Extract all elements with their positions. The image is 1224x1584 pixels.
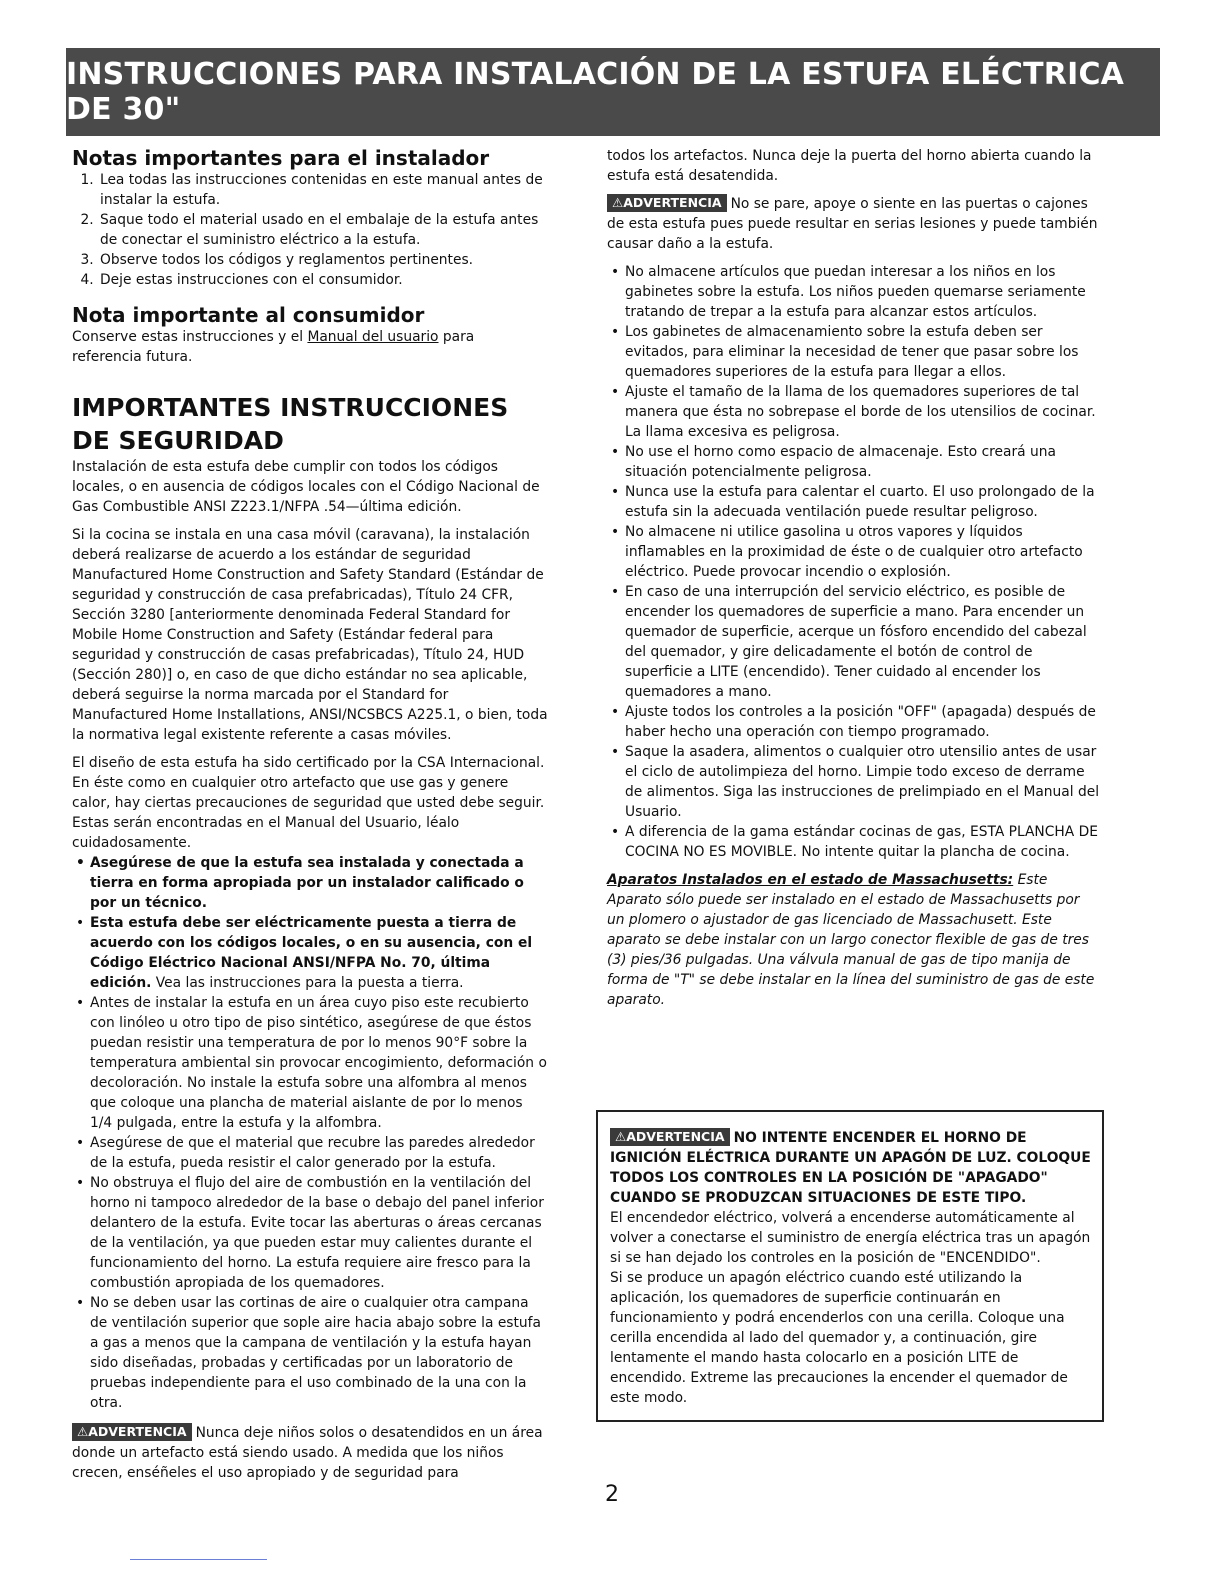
warning-badge: ⚠ADVERTENCIA: [72, 1423, 192, 1441]
list-item: • No obstruya el flujo del aire de combustión en la ventilación del horno ni tampoco alrededor de la base o debajo del panel inferior delantero de la estufa. Evite tocar las aberturas o áreas cercanas de la ventilación, ya que pueden estar muy calientes durante el funcionamiento del horno. La estufa requiere aire fresco para la combustión apropiada de los quemadores.: [72, 1173, 548, 1293]
warning-text: Nunca deje niños solos o desatendidos en un área donde un artefacto está siendo usado. A medida que los niños crecen, enséñeles el uso apropiado y de seguridad para: [72, 1425, 543, 1481]
list-item: • Antes de instalar la estufa en un área cuyo piso este recubierto con linóleo u otro tipo de piso sintético, asegúrese de que éstos puedan resistir una temperatura de por lo menos 90°F sobre la temperatura ambiental sin provocar encogimiento, deformación o decoloración. No instale la estufa sobre una alfombra al menos que coloque una plancha de material aislante de por lo menos 1/4 pulgada, entre la estufa y la alfombra.: [72, 993, 548, 1133]
warning-paragraph: [72, 1423, 548, 1483]
list-item: 2. Saque todo el material usado en el embalaje de la estufa antes de conectar el suministro eléctrico a la estufa.: [98, 210, 548, 250]
list-item: • Ajuste el tamaño de la llama de los quemadores superiores de tal manera que ésta no sobrepase el borde de los utensilios de cocinar. La llama excesiva es peligrosa.: [607, 382, 1101, 442]
precautions-list: [607, 262, 1101, 862]
list-item: • No almacene ni utilice gasolina u otros vapores y líquidos inflamables en la proximidad de éste o de cualquier otro artefacto eléctrico. Puede provocar incendio o explosión.: [607, 522, 1101, 582]
regular-text: Vea las instrucciones para la puesta a tierra.: [151, 975, 464, 991]
list-item: • No almacene artículos que puedan interesar a los niños en los gabinetes sobre la estufa. Los niños pueden quemarse seriamente tratando de trepar a la estufa para alcanzar estos artículos.: [607, 262, 1101, 322]
warning-paragraph: [607, 194, 1101, 254]
warning-badge: ⚠ADVERTENCIA: [610, 1128, 730, 1146]
list-item: 1. Lea todas las instrucciones contenidas en este manual antes de instalar la estufa.: [98, 170, 548, 210]
safety-list: [72, 853, 548, 1413]
list-item: • Ajuste todos los controles a la posición "OFF" (apagada) después de haber hecho una operación con tiempo programado.: [607, 702, 1101, 742]
list-item: • A diferencia de la gama estándar cocinas de gas, ESTA PLANCHA DE COCINA NO ES MOVIBLE. No intente quitar la plancha de cocina.: [607, 822, 1101, 862]
list-item: [72, 913, 548, 993]
box-title: [610, 1128, 1092, 1208]
list-item: • Saque la asadera, alimentos o cualquier otro utensilio antes de usar el ciclo de autolimpieza del horno. Limpie todo exceso de derrame de alimentos. Siga las instrucciones de prelimpiado en el Manual del Usuario.: [607, 742, 1101, 822]
safety-paragraph: El diseño de esta estufa ha sido certificado por la CSA Internacional. En éste como en cualquier otro artefacto que use gas y genere calor, hay ciertas precauciones de seguridad que usted debe seguir. Estas serán encontradas en el Manual del Usuario, léalo cuidadosamente.: [72, 755, 545, 851]
footer-rule: [130, 1559, 267, 1560]
list-item: • En caso de una interrupción del servicio eléctrico, es posible de encender los quemadores de superficie a mano. Para encender un quemador de superficie, acerque un fósforo encendido del cabezal del quemador, y gire delicadamente el botón de control de superficie a LITE (encendido). Tener cuidado al encender los quemadores a mano.: [607, 582, 1101, 702]
list-item: • No use el horno como espacio de almacenaje. Esto creará una situación potencialmente peligrosa.: [607, 442, 1101, 482]
installer-heading: Notas importantes para el instalador: [72, 146, 490, 170]
left-column: [72, 146, 548, 1483]
page-number: 2: [605, 1482, 619, 1507]
warning-badge: ⚠ADVERTENCIA: [607, 194, 727, 212]
massachusetts-text: Este Aparato sólo puede ser instalado en el estado de Massachusetts por un plomero o ajustador de gas licenciado de Massachusett. Este aparato se debe instalar con un largo conector flexible de gas de tres (3) pies/36 pulgadas. Una válvula manual de gas de tipo manija de forma de "T" se debe instalar en la línea del suministro de gas de este aparato.: [607, 872, 1095, 1008]
consumer-text: Conserve estas instrucciones y el: [72, 329, 308, 345]
consumer-note: [72, 327, 548, 367]
page-banner: INSTRUCCIONES PARA INSTALACIÓN DE LA ESTUFA ELÉCTRICA DE 30": [66, 48, 1160, 136]
list-item: • No se deben usar las cortinas de aire o cualquier otra campana de ventilación superior que sople aire hacia abajo sobre la estufa a gas a menos que la campana de ventilación y la estufa hayan sido diseñadas, probadas y certificadas por un laboratorio de pruebas independiente para el uso combinado de la una con la otra.: [72, 1293, 548, 1413]
safety-heading: IMPORTANTES INSTRUCCIONES DE SEGURIDAD: [72, 393, 509, 455]
manual-link[interactable]: Manual del usuario: [307, 329, 439, 345]
list-item: • Los gabinetes de almacenamiento sobre la estufa deben ser evitados, para eliminar la necesidad de tener que pasar sobre los quemadores superiores de la estufa para llegar a ellos.: [607, 322, 1101, 382]
consumer-text-end: para referencia futura.: [72, 329, 475, 365]
box-paragraph: Si se produce un apagón eléctrico cuando esté utilizando la aplicación, los quemadores de superficie continuarán en funcionamiento y podrá encenderlos con una cerilla. Coloque una cerilla encendida al lado del quemador y, a continuación, gire lentamente el mando hasta colocarlo en a posición LITE de encendido. Extreme las precauciones la encender el quemador de este modo.: [610, 1270, 1068, 1406]
safety-paragraph: Instalación de esta estufa debe cumplir con todos los códigos locales, o en ausencia de códigos locales con el Código Nacional de Gas Combustible ANSI Z223.1/NFPA .54—última edición.: [72, 459, 540, 515]
massachusetts-heading: Aparatos Instalados en el estado de Massachusetts:: [607, 872, 1014, 888]
consumer-heading: Nota importante al consumidor: [72, 303, 425, 327]
list-item: • Asegúrese de que la estufa sea instalada y conectada a tierra en forma apropiada por un instalador calificado o por un técnico.: [72, 853, 548, 913]
installer-list: [72, 170, 548, 290]
box-bold-text: NO INTENTE ENCENDER EL HORNO DE IGNICIÓN ELÉCTRICA DURANTE UN APAGÓN DE LUZ. COLOQUE TODOS LOS CONTROLES EN LA POSICIÓN DE "APAGADO" CUANDO SE PRODUZCAN SITUACIONES DE ESTE TIPO.: [610, 1130, 1091, 1206]
right-column: [607, 146, 1101, 1010]
list-item: 3. Observe todos los códigos y reglamentos pertinentes.: [98, 250, 548, 270]
massachusetts-note: [607, 870, 1101, 1010]
list-item: 4. Deje estas instrucciones con el consumidor.: [98, 270, 548, 290]
list-item: • Nunca use la estufa para calentar el cuarto. El uso prolongado de la estufa sin la adecuada ventilación puede resultar peligroso.: [607, 482, 1101, 522]
warning-text: No se pare, apoye o siente en las puertas o cajones de esta estufa pues puede resultar en serias lesiones y puede también causar daño a la estufa.: [607, 196, 1098, 252]
power-outage-warning-box: [596, 1110, 1104, 1422]
box-paragraph: El encendedor eléctrico, volverá a encenderse automáticamente al volver a conectarse el suministro de energía eléctrica tras un apagón si se han dejado los controles en la posición de "ENCENDIDO".: [610, 1210, 1091, 1266]
continued-text: todos los artefactos. Nunca deje la puerta del horno abierta cuando la estufa está desatendida.: [607, 148, 1092, 184]
safety-paragraph: Si la cocina se instala en una casa móvil (caravana), la instalación deberá realizarse de acuerdo a los estándar de seguridad Manufactured Home Construction and Safety Standard (Estándar de seguridad y construcción de casa prefabricadas), Título 24 CFR, Sección 3280 [anteriormente denominada Federal Standard for Mobile Home Construction and Safety (Estándar federal para seguridad y construcción de casas prefabricadas), Título 24, HUD (Sección 280)] o, en caso de que dicho estándar no sea aplicable, deberá seguirse la norma marcada por el Standard for Manufactured Home Installations, ANSI/NCSBCS A225.1, o bien, toda la normativa legal existente referente a casas móviles.: [72, 527, 548, 743]
bold-text: Esta estufa debe ser eléctricamente puesta a tierra de acuerdo con los códigos locales, o en su ausencia, con el Código Eléctrico Nacional ANSI/NFPA No. 70, última edición.: [90, 915, 533, 991]
list-item: • Asegúrese de que el material que recubre las paredes alrededor de la estufa, pueda resistir el calor generado por la estufa.: [72, 1133, 548, 1173]
